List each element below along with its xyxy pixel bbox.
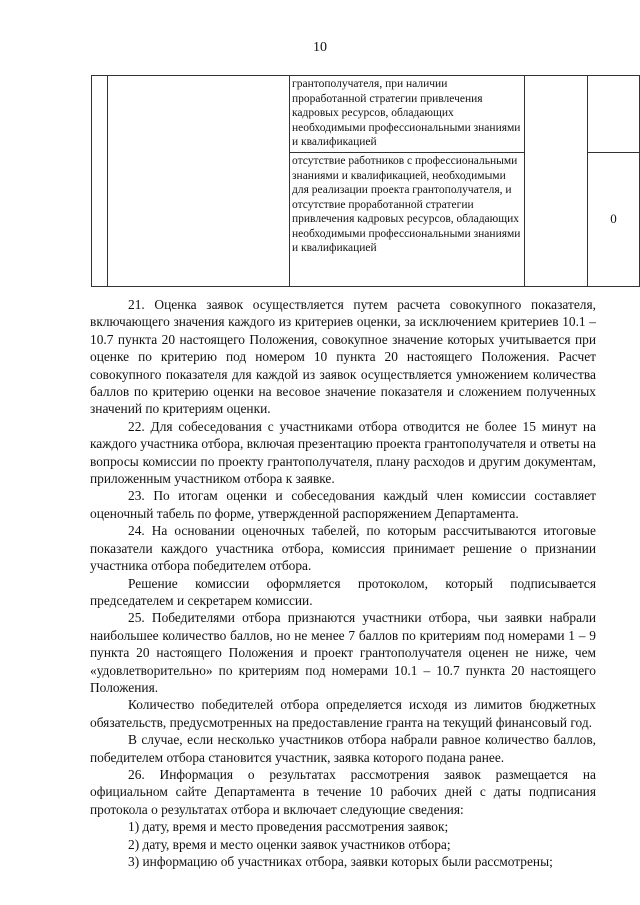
list-item: 2) дату, время и место оценки заявок участников отбора; bbox=[128, 836, 451, 852]
list-item: 1) дату, время и место проведения рассмотрения заявок; bbox=[128, 819, 449, 835]
list-item: 3) информацию об участниках отбора, заявки которых были рассмотрены; bbox=[128, 854, 553, 869]
paragraph: 25. Победителями отбора признаются участники отбора, чьи заявки набрали наибольшее количество баллов, но не менее 7 баллов по критериям под номерами 1 – 9 пункта 20 настоящего Положения и проект грантополучателя оценен не ниже, чем «удовлетворительно» по критериям под номерами 10.1 – 10.7 пункта 20 настоящего Положения. bbox=[90, 610, 596, 695]
paragraph: 23. По итогам оценки и собеседования каждый член комиссии составляет оценочный табель по форме, утвержденной распоряжением Департамента. bbox=[90, 488, 596, 521]
score-value: 0 bbox=[610, 211, 617, 227]
table-row bbox=[92, 76, 640, 153]
score-cell bbox=[588, 76, 640, 153]
score-cell bbox=[588, 153, 640, 287]
weight-cell bbox=[525, 76, 588, 287]
paragraph: В случае, если несколько участников отбора набрали равное количество баллов, победителем отбора становится участник, заявка которого подана ранее. bbox=[90, 732, 596, 765]
paragraph: Решение комиссии оформляется протоколом, который подписывается председателем и секретарем комиссии. bbox=[90, 575, 596, 608]
paragraph: 24. На основании оценочных табелей, по которым рассчитываются итоговые показатели каждого участника отбора, комиссия принимает решение о признании участника отбора победителем отбора. bbox=[90, 523, 596, 574]
paragraph: 22. Для собеседования с участниками отбора отводится не более 15 минут на каждого участника отбора, включая презентацию проекта грантополучателя и ответы на вопросы комиссии по проекту грантополучателя, плану расходов и другим документам, приложенным участником отбора к заявке. bbox=[90, 418, 596, 487]
criteria-table bbox=[91, 75, 640, 287]
criterion-condition-cell bbox=[290, 153, 525, 287]
number-cell bbox=[92, 76, 108, 287]
paragraph: 26. Информация о результатах рассмотрения заявок размещается на официальном сайте Департамента в течение 10 рабочих дней с даты подписания протокола о результатах отбора и включает следующие сведения: bbox=[90, 766, 596, 817]
criterion-condition-text: отсутствие работников с профессиональными знаниями и квалификацией, необходимыми для реализации проекта грантополучателя, и отсутствие проработанной стратегии привлечения кадровых ресурсов, обладающих необходимыми профессиональными знаниями и квалификацией bbox=[292, 155, 521, 254]
paragraph: Количество победителей отбора определяется исходя из лимитов бюджетных обязательств, предусмотренных на предоставление гранта на текущий финансовый год. bbox=[90, 697, 596, 730]
page-number: 10 bbox=[313, 40, 327, 55]
criterion-condition-cell bbox=[290, 76, 525, 153]
criterion-condition-text: грантополучателя, при наличии проработанной стратегии привлечения кадровых ресурсов, обладающих необходимыми профессиональными знаниями и квалификацией bbox=[292, 78, 521, 148]
criterion-name-cell bbox=[108, 76, 290, 287]
document-body bbox=[90, 296, 596, 870]
paragraph: 21. Оценка заявок осуществляется путем расчета совокупного показателя, включающего значения каждого из критериев оценки, за исключением критериев 10.1 – 10.7 пункта 20 настоящего Положения, совокупное значение которых учитывается при оценке по критерию под номером 10 пункта 20 настоящего Положения. Расчет совокупного показателя для каждой из заявок осуществляется умножением количества баллов по критерию оценки на весовое значение показателя и сложением полученных значений по критериям оценки. bbox=[90, 297, 596, 417]
